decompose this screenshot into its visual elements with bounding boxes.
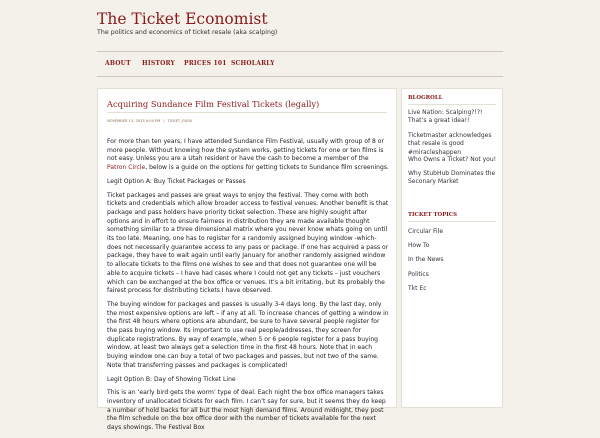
- topic-link[interactable]: How To: [408, 242, 430, 249]
- option-b-heading: Legit Option B: Day of Showing Ticket Line: [107, 375, 236, 383]
- patron-circle-link[interactable]: Patron Circle: [107, 164, 146, 172]
- buying-window-paragraph: The buying window for packages and passes is usually 3-4 days long. By the last day, only the most expensive options are left – if any at all. To increase chances of getting a window in the first 48 hours where options are abundant, be sure to have several people register for the pass buying window. Its important to use real people/addresses, they screen for duplicate registrations. By way of example, when 5 or 6 people register for a pass buying window, at least two always get a selection time in the first 48 hours. Note that in each buying window one can buy a total of two packages and passes, but not two of the same. Note that transferring passes and packages is complicated!: [107, 300, 389, 369]
- ticket-topics-title: TICKET TOPICS: [408, 212, 457, 218]
- intro-text-end: , below is a guide on the options for getting tickets to Sundance film screenings.: [145, 164, 389, 172]
- topic-link[interactable]: In the News: [408, 256, 444, 263]
- intro-paragraph: [107, 138, 389, 173]
- topics-divider: [408, 221, 496, 222]
- post-date[interactable]: NOVEMBER 13, 2013 9:04 PM: [107, 119, 161, 123]
- post-meta: NOVEMBER 13, 2013 9:04 PM \ TICKET_GURU: [107, 119, 193, 123]
- post-content: [97, 88, 397, 432]
- option-a-heading: Legit Option A: Buy Ticket Packages or Passes: [107, 177, 246, 185]
- site-tagline: The politics and economics of ticket resale (aka scalping): [97, 29, 278, 36]
- post-body: [107, 138, 389, 438]
- ticket-line-paragraph: This is an ‘early bird gets the worm’ type of deal. Each night the box office managers takes inventory of unallocated tickets for each film. I can’t say for sure, but it seems they do keep a number of hold backs for all but the most high demand films. Around midnight, they post the film schedule on the box office door with the number of tickets available for the next days showings. The Festival Box: [107, 389, 386, 432]
- nav-history[interactable]: HISTORY: [142, 60, 175, 67]
- nav-about[interactable]: ABOUT: [105, 60, 131, 67]
- topic-link[interactable]: Tkt Ec: [408, 285, 427, 292]
- site-title[interactable]: The Ticket Economist: [97, 10, 268, 28]
- topic-link[interactable]: Politics: [408, 271, 429, 278]
- blogroll-divider: [408, 104, 496, 105]
- intro-text: For more than ten years, I have attended Sundance Film Festival, usually with group of 8 or more people. Without knowing how the system works, getting tickets for one or ten films is not easy. Unless you are a Utah resident or have the cash to become a member of the: [107, 138, 384, 163]
- topic-link[interactable]: Circular File: [408, 228, 444, 235]
- blogroll-link[interactable]: Who Owns a Ticket? Not you!: [408, 156, 497, 163]
- blogroll-title: BLOGROLL: [408, 95, 443, 101]
- packages-paragraph: Ticket packages and passes are great ways to enjoy the festival. They come with both tickets and credentials which allow broader access to festival venues. Another benefit is that package and pass holders have priority ticket selection. These are highly sought after options and in effort to ensure fairness in distribution they are made available thought something similar to a three dimensional matrix where you never know whats going on until its too late. Meaning, one has to register for a randomly assigned buying window -which- does not necessarily guarantee access to any pass or package. If one has acquired a pass or package, they have to wait again until early January for another randomly assigned window to allocate tickets to the films one wishes to see and that does not guarantee one will be able to acquire tickets – I have had cases where I could not get any tickets – just vouchers which can be exchanged at the box office or venues. It’s a bit irritating, but its probably the fairest process for distributing tickets I have observed.: [107, 191, 389, 295]
- blogroll-link[interactable]: Why StubHub Dominates the Seconary Market: [408, 170, 496, 186]
- nav-scholarly[interactable]: SCHOLARLY: [231, 60, 275, 67]
- sidebar: [401, 88, 503, 408]
- post-author[interactable]: TICKET_GURU: [167, 119, 193, 123]
- title-divider: [107, 112, 387, 113]
- blogroll-link[interactable]: Ticketmaster acknowledges that resale is good #miracleshappen: [408, 132, 492, 156]
- nav-prices-101[interactable]: PRICES 101: [184, 60, 227, 67]
- post-title[interactable]: Acquiring Sundance Film Festival Tickets (legally): [107, 99, 320, 109]
- main-nav: [97, 51, 503, 77]
- blogroll-link[interactable]: Live Nation: Scalping?!?! That’s a great idea!!: [408, 109, 483, 125]
